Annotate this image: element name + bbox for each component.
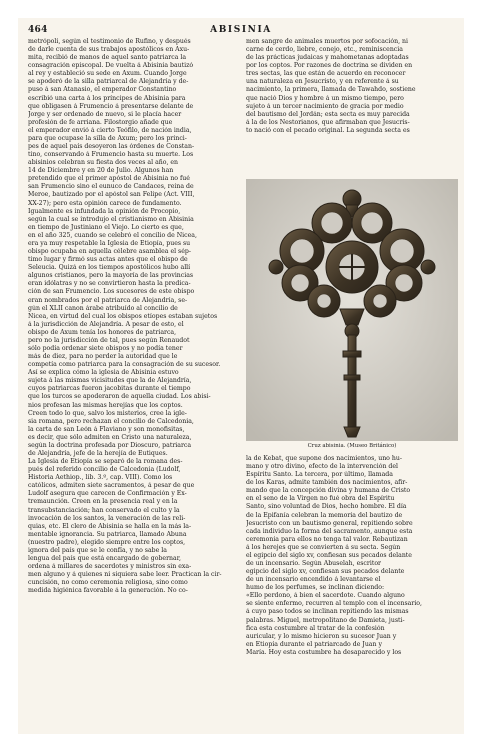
text-line: la de Kebat, que supone dos nacimientos, uno hu- bbox=[246, 455, 402, 462]
text-line: Nicea, en virtud del cual los obispos etíopes estaban sujetos bbox=[28, 312, 218, 320]
text-line: to nació con el pecado original. La segunda secta es bbox=[246, 126, 410, 134]
text-line: pero no la jurisdicción de tal, pues según Renaudot bbox=[28, 336, 190, 344]
text-line: en el seno de la Virgen no fué obra del Espíritu bbox=[246, 495, 395, 503]
text-line: puso á san Atanasio, el emperador Constantino bbox=[28, 86, 177, 94]
text-line: metrópoli, según el testimonio de Rufino, y después bbox=[28, 38, 191, 45]
text-line: sia romana, pero rechazan el concilio de Calcedonia, bbox=[28, 417, 194, 425]
text-line: más de diez, para no perder la autoridad que le bbox=[28, 353, 178, 361]
text-line: ción de san Frumencio. Los sucesores de este obispo bbox=[28, 288, 195, 296]
text-line: carne de cerdo, liebre, conejo, etc., reminiscencia bbox=[246, 46, 403, 54]
text-line: se siente enfermo, recurren al templo con el incensario, bbox=[246, 600, 423, 608]
text-line: mando que la concepción divina y humana de Cristo bbox=[246, 487, 411, 495]
text-line: nacimiento, la primera, llamada de Tawahdo, sostiene bbox=[246, 86, 416, 94]
text-line: que los turcos se apoderaron de aquella ciudad. Los abisi- bbox=[28, 393, 211, 401]
text-line: mano y otro divino, efecto de la intervención del bbox=[246, 463, 399, 471]
text-line: á la de los Nestorianos, que afirmaban que Jesucris- bbox=[246, 118, 410, 126]
text-line: cuncisión, no como ceremonia religiosa, sino como bbox=[28, 579, 188, 587]
text-line: men sangre de animales muertos por sofocación, ni bbox=[246, 38, 409, 45]
text-line: al rey y estableció su sede en Axum. Cuando Jorge bbox=[28, 70, 187, 78]
text-line: Creen todo lo que, salvo los misterios, cree la igle- bbox=[28, 409, 187, 417]
text-line: tremaunción. Creen en la presencia real y en la bbox=[28, 498, 178, 506]
text-line: á cuyo paso todos se inclinan repitiendo las mismas bbox=[246, 608, 409, 616]
text-line: que nació Dios y hombre á un mismo tiempo, pero bbox=[246, 94, 404, 102]
text-line: tres sectas, las que están de acuerdo en reconocer bbox=[246, 70, 406, 78]
text-line: cada individuo la forma del sacramento, aunque esta bbox=[246, 527, 413, 535]
text-line: obispo ocupaba en aquella célebre asamblea el sép- bbox=[28, 248, 191, 256]
text-line: es decir, que sólo admiten en Cristo una naturaleza, bbox=[28, 433, 192, 441]
text-line: de darle cuenta de sus trabajos apostólicos en Axu- bbox=[28, 46, 190, 54]
text-line: pretendido que el primer apóstol de Abisinia no fué bbox=[28, 175, 190, 183]
text-line: algunos cristianos, pero la mayoría de las provincias bbox=[28, 272, 194, 280]
text-line: Jorge y ser ordenado de nuevo, si le placía hacer bbox=[28, 110, 182, 118]
text-line: de Alejandría, jefe de la herejía de Eutiques. bbox=[28, 449, 168, 457]
text-line: según la doctrina profesada por Dioscuro, patriarca bbox=[28, 441, 192, 449]
text-line: fica esta costumbre al tratar de la confesión bbox=[246, 624, 385, 632]
text-line: (nuestro padre), elegido siempre entre los coptos, bbox=[28, 538, 186, 546]
text-line: de un incensario. Según Abuselah, escritor bbox=[246, 560, 381, 568]
text-line: competía como patriarca para la consagración de su sucesor. bbox=[28, 361, 221, 369]
text-line: á los herejes que se convierten á su secta. Según bbox=[246, 543, 401, 551]
text-line: egipcio del siglo xv, confiesan sus pecados delante bbox=[246, 568, 405, 576]
text-line: una naturaleza en Jesucristo, y en referente á su bbox=[246, 78, 399, 86]
text-line: Igualmente es infundada la opinión de Procopio, bbox=[28, 207, 181, 215]
text-line: sólo podía ordenar siete obispos y no podía tener bbox=[28, 344, 183, 352]
text-line: Espíritu Santo. La tercera, por último, llamada bbox=[246, 471, 393, 479]
text-line: eran nombrados por el patriarca de Alejandría, se- bbox=[28, 296, 188, 304]
text-line: medida higiénica favorable á la generación. No co- bbox=[28, 587, 188, 595]
text-line: Ludolf asegura que carecen de Confirmación y Ex- bbox=[28, 490, 187, 498]
text-line: auricular, y lo mismo hicieron su sucesor Juan y bbox=[246, 632, 397, 640]
text-line: profesión de fe arriana. Filostorgio añade que bbox=[28, 118, 173, 126]
text-line: del bautismo del Jordán; esta secta es muy parecida bbox=[246, 110, 410, 118]
text-line: timo lugar y firmó sus actas antes que el obispo de bbox=[28, 256, 188, 264]
text-line: La Iglesia de Etiopía se separó de la romana des- bbox=[28, 458, 183, 466]
text-line: eran idólatras y no se convirtieron hasta la predica- bbox=[28, 280, 191, 288]
text-line: la carta de san León á Flaviano y son monofisitas, bbox=[28, 425, 185, 433]
text-line: Santo, sino voluntad de Dios, hecho hombre. El día bbox=[246, 503, 407, 511]
text-line: mita, recibió de manos de aquel santo patriarca la bbox=[28, 54, 187, 62]
page-header-title: ABISINIA bbox=[210, 25, 272, 35]
text-line: María. Hoy esta costumbre ha desaparecido y los bbox=[246, 648, 402, 656]
text-line: en el año 325, cuando se celebró el concilio de Nicea, bbox=[28, 231, 197, 239]
text-line: sujeto á un tercer nacimiento de gracia por medio bbox=[246, 102, 404, 110]
text-line: quias, etc. El clero de Abisinia se halla en la más la- bbox=[28, 522, 192, 530]
text-line: lengua del país que está encargado de gobernar, bbox=[28, 555, 181, 562]
text-line: Así se explica cómo la iglesia de Abisinia estuvo bbox=[28, 369, 179, 377]
page bbox=[18, 18, 464, 734]
text-line: católicos, admiten siete sacramentos, á pesar de que bbox=[28, 482, 195, 490]
text-line: men alguno y á quienes ni siquiera sabe leer. Practican la cir- bbox=[28, 571, 222, 579]
text-line: ceremonia para ellos no tenga tal valor. Rebautizan bbox=[246, 535, 408, 543]
text-line: obispo de Axum tenía los honores de patriarca, bbox=[28, 328, 177, 336]
text-line: Seleucia. Quizá en los tiempos apostólicos hubo allí bbox=[28, 264, 191, 272]
text-line: ordena á millares de sacerdotes y ministros sin exa- bbox=[28, 563, 192, 571]
text-line: XX-27); pero esta opinión carece de fundamento. bbox=[28, 199, 182, 207]
text-line: escribió una carta á los príncipes de Abisinia para bbox=[28, 94, 186, 102]
cross-illustration bbox=[246, 179, 458, 441]
text-line: cuyos patriarcas fueron jacobitas durante el tiempo bbox=[28, 385, 191, 393]
text-line: nios profesan las mismas herejías que los coptos. bbox=[28, 401, 183, 409]
text-line: de las prácticas judaicas y mahometanas adoptadas bbox=[246, 54, 409, 62]
figure-abyssinian-cross bbox=[246, 179, 458, 441]
text-line: sujeta á las mismas vicisitudes que la de Alejandría, bbox=[28, 377, 192, 385]
text-line: 14 de Diciembre y en 20 de Julio. Algunos han bbox=[28, 167, 174, 175]
text-line: según la cual se introdujo el cristianismo en Abisinia bbox=[28, 215, 194, 223]
text-line: san Frumencio sino el eunuco de Candaces, reina de bbox=[28, 183, 194, 191]
text-line: ignora del país que se le confía, y no sabe la bbox=[28, 546, 167, 554]
text-line: de un incensario encendido á levantarse el bbox=[246, 576, 381, 584]
text-line: humo de los perfumes, se inclinan diciendo: bbox=[246, 584, 385, 592]
text-line: de los Karas, admite también dos nacimientos, afir- bbox=[246, 479, 408, 487]
text-line: Jesucristo con un bautismo general, repitiendo sobre bbox=[246, 519, 413, 527]
text-line: se apoderó de la silla patriarcal de Alejandría y de- bbox=[28, 78, 189, 86]
left-text-column bbox=[28, 38, 238, 732]
text-line: el egipcio del siglo xv, confiesan sus pecados delante bbox=[246, 551, 412, 559]
text-line: tino, conservando á Frumencio hasta su muerte. Los bbox=[28, 151, 194, 159]
text-line: de la Epifanía celebran la memoria del bautizo de bbox=[246, 511, 403, 519]
text-line: abisinios celebran su fiesta dos veces al año, en bbox=[28, 159, 179, 167]
text-line: gún el XLII canon árabe atribuído al concilio de bbox=[28, 304, 178, 312]
figure-caption: Cruz abisinia. (Museo Británico) bbox=[307, 443, 397, 449]
text-line: invocación de los santos, la veneración de las reli- bbox=[28, 514, 186, 522]
text-line: por los coptos. Por razones de doctrina se dividen en bbox=[246, 62, 413, 70]
text-line: en Etiopía durante el patriarcado de Juan y bbox=[246, 640, 382, 648]
text-line: palabras. Miguel, metropolitano de Damieta, justi- bbox=[246, 616, 405, 624]
text-line: consagración episcopal. De vuelta á Abisinia bautizó bbox=[28, 62, 194, 70]
text-line: en tiempo de Justiniano el Viejo. Lo cierto es que, bbox=[28, 223, 184, 231]
text-line: pués del referido concilio de Calcedonia (Ludolf, bbox=[28, 466, 181, 474]
text-line: que obligasen á Frumencio á presentarse delante de bbox=[28, 102, 194, 110]
text-line: Meroe, bautizado por el apóstol san Felipe (Act. VIII, bbox=[28, 191, 195, 199]
text-line: era ya muy respetable la Iglesia de Etiopía, pues su bbox=[28, 239, 191, 247]
text-line: el emperador envió á cierto Teófilo, de nación india, bbox=[28, 126, 192, 134]
text-line: mentable ignorancia. Su patriarca, llamado Abuna bbox=[28, 530, 187, 538]
text-line: para que ocupase la silla de Axum; pero los princi- bbox=[28, 134, 187, 142]
text-line: á la jurisdicción de Alejandría. A pesar de esto, el bbox=[28, 320, 184, 328]
right-text-column-bottom bbox=[246, 455, 458, 732]
right-text-column-top bbox=[246, 38, 458, 175]
page-number: 464 bbox=[28, 25, 48, 35]
text-line: pes de aquel país desoyeron las órdenes de Constan- bbox=[28, 143, 195, 151]
text-line: Historia Aethiop., lib. 3.º, cap. VIII). Como los bbox=[28, 474, 173, 482]
text-line: transubstanciación; han conservado el culto y la bbox=[28, 506, 180, 514]
text-line: «Ello perdono, á bien el sacerdote. Cuando alguno bbox=[246, 592, 405, 600]
